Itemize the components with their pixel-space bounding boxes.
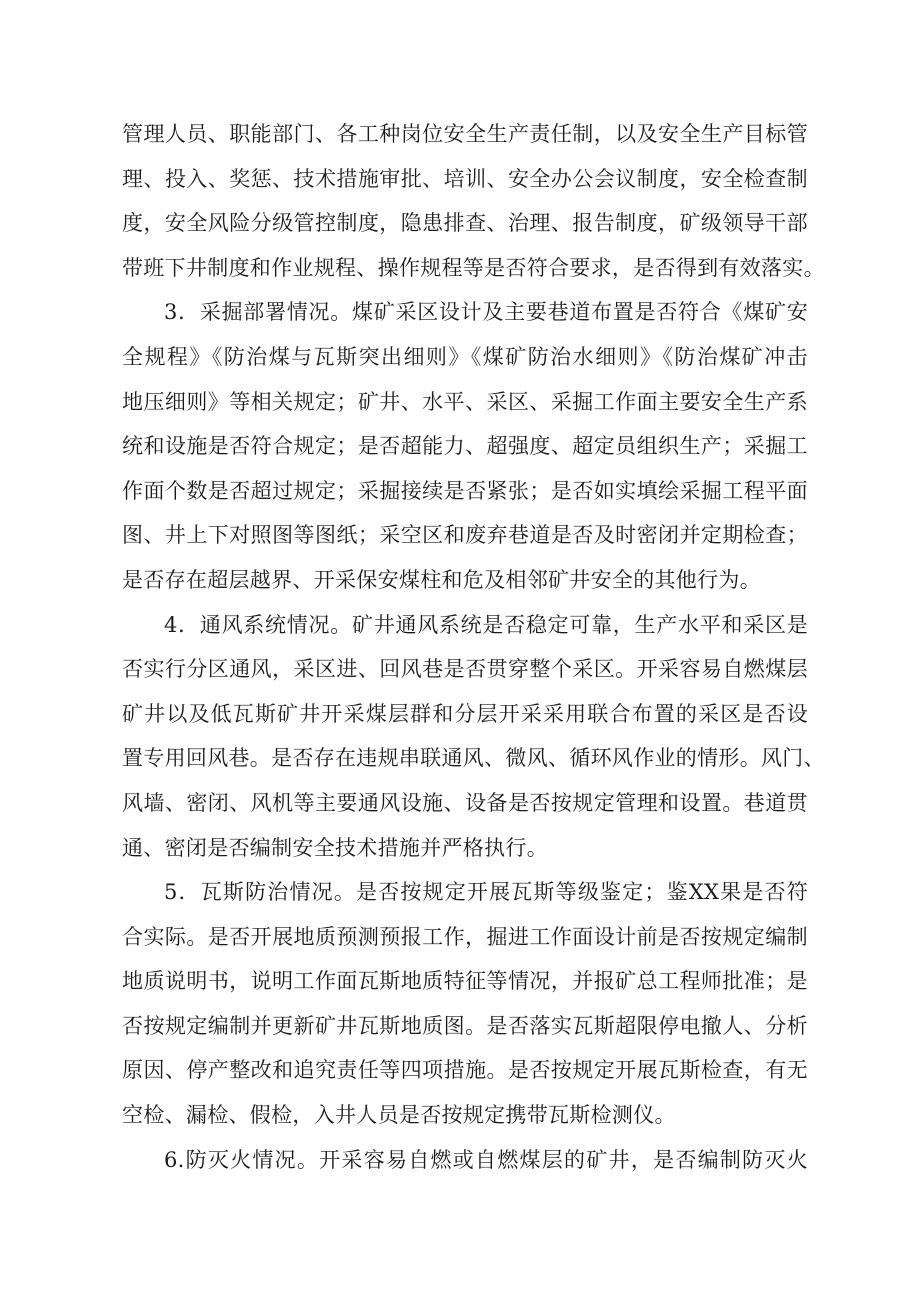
- text-line: 矿井以及低瓦斯矿井开采煤层群和分层开采采用联合布置的采区是否设: [122, 701, 808, 726]
- text-line: 置专用回风巷。是否存在违规串联通风、微风、循环风作业的情形。风门、: [122, 746, 825, 771]
- text-line: 否按规定编制并更新矿井瓦斯地质图。是否落实瓦斯超限停电撤人、分析: [122, 1013, 808, 1038]
- text-line: 通、密闭是否编制安全技术措施并严格执行。: [122, 835, 548, 860]
- text-line: 图、井上下对照图等图纸；采空区和废弃巷道是否及时密闭并定期检查；: [122, 523, 808, 548]
- text-line: 6.防灭火情况。开采容易自燃或自燃煤层的矿井，是否编制防灭火: [164, 1147, 808, 1172]
- text-line: 合实际。是否开展地质预测预报工作，掘进工作面设计前是否按规定编制: [122, 924, 808, 949]
- body-text: [122, 112, 825, 1182]
- text-line: 是否存在超层越界、开采保安煤柱和危及相邻矿井安全的其他行为。: [122, 567, 761, 592]
- text-line: 理、投入、奖惩、技术措施审批、培训、安全办公会议制度，安全检查制: [122, 166, 808, 191]
- text-line: 作面个数是否超过规定；采掘接续是否紧张；是否如实填绘采掘工程平面: [122, 478, 808, 503]
- text-line: 否实行分区通风，采区进、回风巷是否贯穿整个采区。开采容易自燃煤层: [122, 657, 808, 682]
- text-line: 地压细则》等相关规定；矿井、水平、采区、采掘工作面主要安全生产系: [122, 389, 808, 414]
- text-line: 管理人员、职能部门、各工种岗位安全生产责任制，以及安全生产目标管: [122, 122, 808, 146]
- text-line: 3．采掘部署情况。煤矿采区设计及主要巷道布置是否符合《煤矿安: [164, 300, 808, 325]
- text-line: 地质说明书，说明工作面瓦斯地质特征等情况，并报矿总工程师批准；是: [122, 969, 808, 994]
- text-line: 4．通风系统情况。矿井通风系统是否稳定可靠，生产水平和采区是: [164, 612, 808, 637]
- text-line: 风墙、密闭、风机等主要通风设施、设备是否按规定管理和设置。巷道贯: [122, 790, 808, 815]
- text-line: 带班下井制度和作业规程、操作规程等是否符合要求，是否得到有效落实。: [122, 255, 825, 280]
- text-line: 5．瓦斯防治情况。是否按规定开展瓦斯等级鉴定；鉴XX果是否符: [164, 880, 808, 905]
- text-line: 空检、漏检、假检，入井人员是否按规定携带瓦斯检测仪。: [122, 1103, 676, 1128]
- text-line: 统和设施是否符合规定；是否超能力、超强度、超定员组织生产；采掘工: [122, 434, 808, 459]
- text-line: 度，安全风险分级管控制度，隐患排查、治理、报告制度，矿级领导干部: [122, 211, 808, 236]
- text-line: 原因、停产整改和追究责任等四项措施。是否按规定开展瓦斯检查，有无: [122, 1058, 808, 1083]
- text-line: 全规程》《防治煤与瓦斯突出细则》《煤矿防治水细则》《防治煤矿冲击: [122, 344, 808, 369]
